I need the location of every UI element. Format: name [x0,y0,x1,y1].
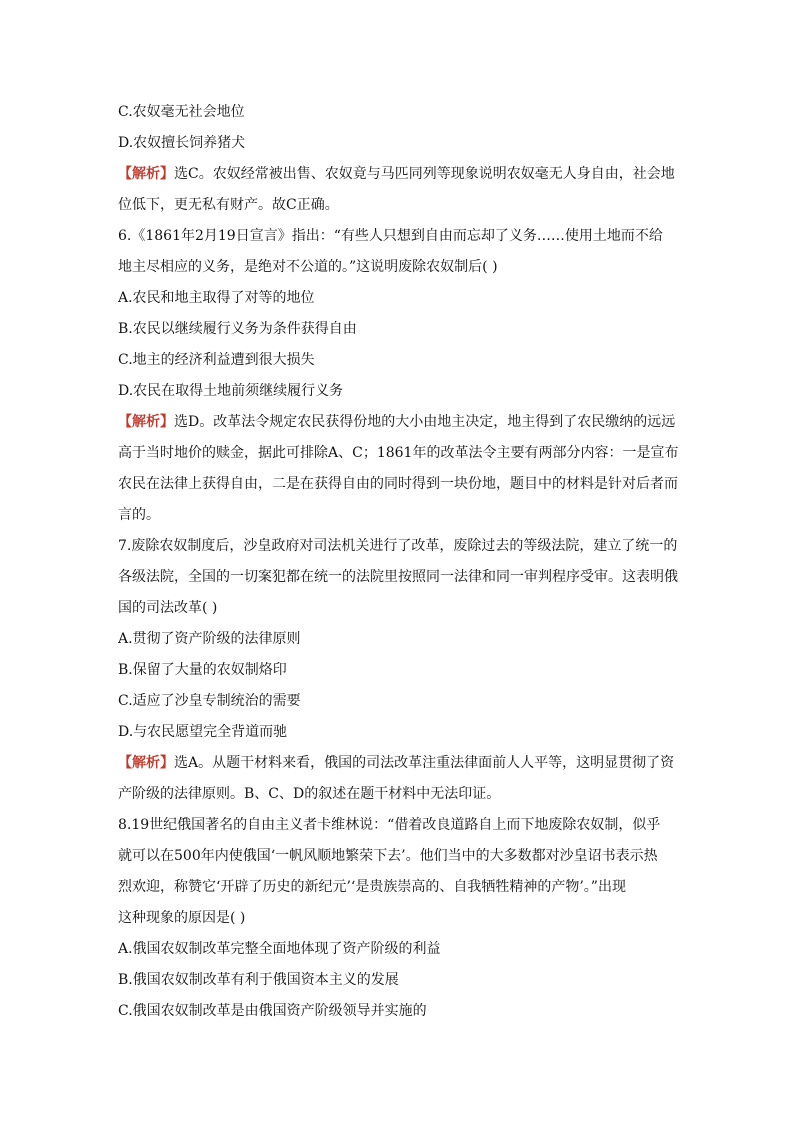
question-line: 烈欢迎，称赞它‘开辟了历史的新纪元’‘是贵族崇高的、自我牺牲精神的产物’。”出现 [118,879,626,895]
option-a: A.农民和地主取得了对等的地位 [118,290,315,306]
analysis-line: 位低下，更无私有财产。故C正确。 [118,197,339,213]
option-b: B.保留了大量的农奴制烙印 [118,662,287,678]
analysis-line: 产阶级的法律原则。B、C、D的叙述在题干材料中无法印证。 [118,786,501,802]
option-c: C.农奴毫无社会地位 [118,104,245,120]
question-line: 8.19世纪俄国著名的自由主义者卡维林说：“借着改良道路自上而下地废除农奴制，似乎 [118,817,661,833]
option-b: B.俄国农奴制改革有利于俄国资本主义的发展 [118,972,399,988]
analysis-line [118,748,678,779]
analysis-tag: 【解析】 [118,166,174,182]
option-a: A.贯彻了资产阶级的法律原则 [118,631,301,647]
analysis-line [118,407,678,438]
option-b: B.农民以继续履行义务为条件获得自由 [118,321,357,337]
option-c: C.俄国农奴制改革是由俄国资产阶级领导并实施的 [118,1003,427,1019]
option-d: D.农奴擅长饲养猪犬 [118,135,246,151]
question-line: 7.废除农奴制度后，沙皇政府对司法机关进行了改革，废除过去的等级法院，建立了统一的 [118,538,678,554]
option-d: D.农民在取得土地前须继续履行义务 [118,383,344,399]
option-c: C.地主的经济利益遭到很大损失 [118,352,315,368]
question-line: 就可以在500年内使俄国‘一帆风顺地繁荣下去’。他们当中的大多数都对沙皇诏书表示热 [118,848,658,864]
analysis-line [118,159,678,190]
question-line: 这种现象的原因是( ) [118,910,246,926]
analysis-text: 选D。改革法令规定农民获得份地的大小由地主决定，地主得到了农民缴纳的远远 [174,414,676,430]
analysis-line: 高于当时地价的赎金，据此可排除A、C；1861年的改革法令主要有两部分内容：一是宣布 [118,445,678,461]
document-body [118,97,678,1027]
analysis-text: 选A。从题干材料来看，俄国的司法改革注重法律面前人人平等，这明显贯彻了资 [174,755,675,771]
analysis-text: 选C。农奴经常被出售、农奴竟与马匹同列等现象说明农奴毫无人身自由，社会地 [174,166,675,182]
option-a: A.俄国农奴制改革完整全面地体现了资产阶级的利益 [118,941,441,957]
question-line: 各级法院，全国的一切案犯都在统一的法院里按照同一法律和同一审判程序受审。这表明俄 [118,569,678,585]
option-c: C.适应了沙皇专制统治的需要 [118,693,301,709]
analysis-line: 农民在法律上获得自由，二是在获得自由的同时得到一块份地，题目中的材料是针对后者而 [118,476,678,492]
question-line: 地主尽相应的义务，是绝对不公道的。”这说明废除农奴制后( ) [118,259,498,275]
analysis-tag: 【解析】 [118,414,174,430]
question-line: 6.《1861年2月19日宣言》指出：“有些人只想到自由而忘却了义务……使用土地而不给 [118,228,663,244]
analysis-line: 言的。 [118,507,160,523]
analysis-tag: 【解析】 [118,755,174,771]
option-d: D.与农民愿望完全背道而驰 [118,724,288,740]
question-line: 国的司法改革( ) [118,600,218,616]
